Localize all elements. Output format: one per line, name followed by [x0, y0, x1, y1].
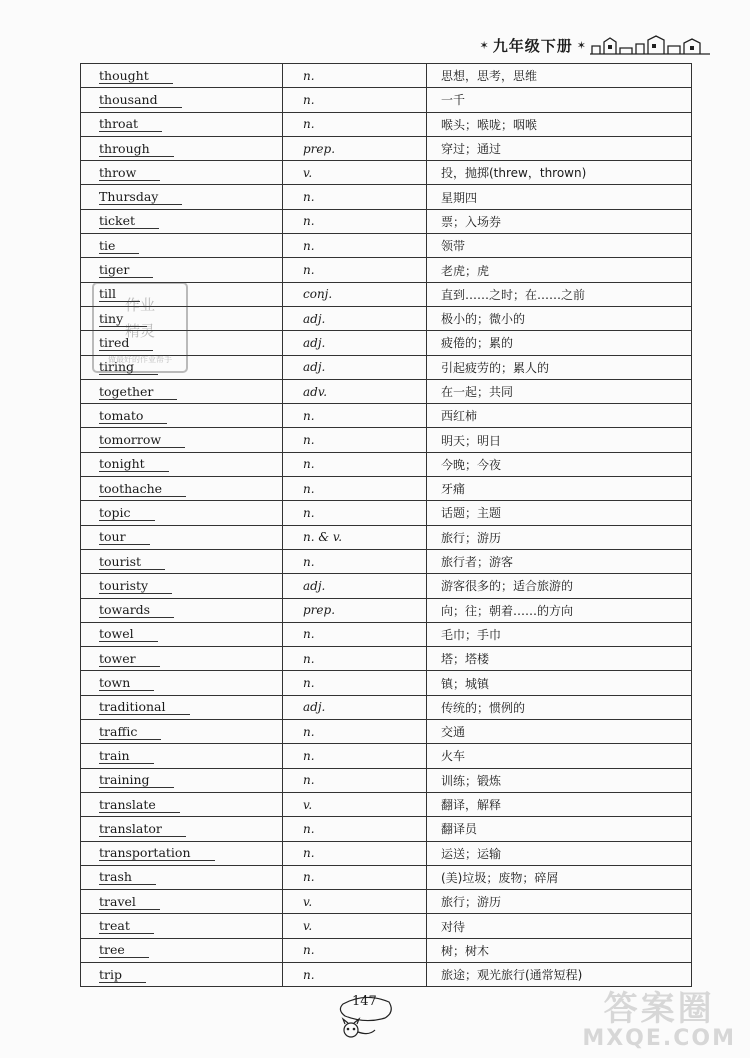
table-row [81, 549, 692, 573]
meaning-cell: 牙痛 [427, 477, 692, 501]
word-cell [81, 744, 283, 768]
meaning-cell: 旅行；游历 [427, 525, 692, 549]
part-of-speech-cell: n. [283, 938, 427, 962]
stamp-line-2: 精灵 [124, 322, 156, 340]
word-cell [81, 185, 283, 209]
word-text: topic [99, 505, 155, 521]
word-cell [81, 136, 283, 160]
watermark-line-2: MXQE.COM [582, 1026, 736, 1051]
meaning-cell: 镇；城镇 [427, 671, 692, 695]
word-cell [81, 817, 283, 841]
table-row [81, 136, 692, 160]
word-text: trip [99, 967, 146, 983]
word-text: thought [99, 68, 173, 84]
word-cell [81, 501, 283, 525]
meaning-cell: 疲倦的；累的 [427, 331, 692, 355]
word-cell [81, 841, 283, 865]
meaning-cell: 运送；运输 [427, 841, 692, 865]
table-row [81, 744, 692, 768]
meaning-cell: 旅行；游历 [427, 890, 692, 914]
word-text: tower [99, 651, 160, 667]
stamp-line-1: 作业 [124, 296, 156, 314]
word-text: tonight [99, 456, 169, 472]
word-text: ticket [99, 213, 159, 229]
part-of-speech-cell: n. [283, 817, 427, 841]
part-of-speech-cell: n. [283, 112, 427, 136]
word-text: travel [99, 894, 160, 910]
part-of-speech-cell: v. [283, 914, 427, 938]
part-of-speech-cell: adj. [283, 306, 427, 330]
word-text: traditional [99, 699, 190, 715]
table-row [81, 185, 692, 209]
word-text: tomato [99, 408, 167, 424]
meaning-cell: 星期四 [427, 185, 692, 209]
part-of-speech-cell: n. [283, 841, 427, 865]
word-cell [81, 647, 283, 671]
meaning-cell: 交通 [427, 720, 692, 744]
table-row [81, 792, 692, 816]
word-cell [81, 161, 283, 185]
part-of-speech-cell: n. [283, 744, 427, 768]
part-of-speech-cell: n. [283, 647, 427, 671]
part-of-speech-cell: adj. [283, 331, 427, 355]
part-of-speech-cell: n. & v. [283, 525, 427, 549]
part-of-speech-cell: prep. [283, 136, 427, 160]
meaning-cell: (美)垃圾；废物；碎屑 [427, 865, 692, 889]
part-of-speech-cell: adv. [283, 379, 427, 403]
part-of-speech-cell: n. [283, 768, 427, 792]
part-of-speech-cell: n. [283, 234, 427, 258]
meaning-cell: 明天；明日 [427, 428, 692, 452]
meaning-cell: 塔；塔楼 [427, 647, 692, 671]
word-text: traffic [99, 724, 161, 740]
word-cell [81, 525, 283, 549]
part-of-speech-cell: n. [283, 962, 427, 986]
vocabulary-table-body [81, 64, 692, 987]
part-of-speech-cell: v. [283, 792, 427, 816]
part-of-speech-cell: conj. [283, 282, 427, 306]
table-row [81, 501, 692, 525]
meaning-cell: 喉头；喉咙；咽喉 [427, 112, 692, 136]
word-cell [81, 792, 283, 816]
table-row [81, 234, 692, 258]
word-text: tie [99, 238, 139, 254]
word-text: tourist [99, 554, 165, 570]
word-cell [81, 671, 283, 695]
part-of-speech-cell: n. [283, 428, 427, 452]
word-text: Thursday [99, 189, 182, 205]
table-row [81, 525, 692, 549]
site-watermark [582, 989, 736, 1051]
table-row [81, 88, 692, 112]
meaning-cell: 极小的；微小的 [427, 306, 692, 330]
book-title: 九年级下册 [492, 36, 573, 55]
table-row [81, 622, 692, 646]
table-row [81, 452, 692, 476]
meaning-cell: 西红柿 [427, 404, 692, 428]
word-text: train [99, 748, 154, 764]
word-text: training [99, 772, 174, 788]
table-row [81, 817, 692, 841]
word-text: tiny [99, 311, 147, 327]
table-row [81, 598, 692, 622]
table-row [81, 671, 692, 695]
part-of-speech-cell: n. [283, 501, 427, 525]
word-text: through [99, 141, 174, 157]
part-of-speech-cell: n. [283, 865, 427, 889]
meaning-cell: 毛巾；手巾 [427, 622, 692, 646]
meaning-cell: 翻译员 [427, 817, 692, 841]
part-of-speech-cell: n. [283, 258, 427, 282]
page-header [480, 30, 710, 60]
meaning-cell: 今晚；今夜 [427, 452, 692, 476]
word-cell [81, 428, 283, 452]
table-row [81, 841, 692, 865]
table-row [81, 938, 692, 962]
meaning-cell: 树；树木 [427, 938, 692, 962]
word-cell [81, 962, 283, 986]
table-row [81, 962, 692, 986]
word-text: tomorrow [99, 432, 185, 448]
meaning-cell: 话题；主题 [427, 501, 692, 525]
word-text: town [99, 675, 154, 691]
star-icon: ✶ [576, 38, 586, 52]
word-cell [81, 234, 283, 258]
table-row [81, 428, 692, 452]
word-text: tired [99, 335, 153, 351]
table-row [81, 404, 692, 428]
part-of-speech-cell: adj. [283, 355, 427, 379]
word-cell [81, 112, 283, 136]
word-text: tree [99, 942, 149, 958]
table-row [81, 258, 692, 282]
word-cell [81, 452, 283, 476]
word-cell [81, 622, 283, 646]
table-row [81, 112, 692, 136]
table-row [81, 379, 692, 403]
part-of-speech-cell: prep. [283, 598, 427, 622]
word-cell [81, 88, 283, 112]
vocabulary-table [80, 63, 692, 987]
word-text: till [99, 286, 140, 302]
word-text: treat [99, 918, 154, 934]
table-row [81, 647, 692, 671]
word-text: towel [99, 626, 158, 642]
word-text: throw [99, 165, 160, 181]
homework-stamp [90, 280, 190, 375]
word-text: touristy [99, 578, 172, 594]
word-cell [81, 404, 283, 428]
meaning-cell: 翻译，解释 [427, 792, 692, 816]
part-of-speech-cell: n. [283, 477, 427, 501]
meaning-cell: 引起疲劳的；累人的 [427, 355, 692, 379]
town-decoration-icon [590, 34, 710, 56]
word-cell [81, 574, 283, 598]
meaning-cell: 票；入场券 [427, 209, 692, 233]
word-text: toothache [99, 481, 186, 497]
table-row [81, 161, 692, 185]
word-cell [81, 768, 283, 792]
meaning-cell: 穿过；通过 [427, 136, 692, 160]
word-cell [81, 865, 283, 889]
table-row [81, 574, 692, 598]
table-row [81, 865, 692, 889]
table-row [81, 695, 692, 719]
word-text: throat [99, 116, 162, 132]
meaning-cell: 训练；锻炼 [427, 768, 692, 792]
word-cell [81, 938, 283, 962]
part-of-speech-cell: n. [283, 185, 427, 209]
word-cell [81, 209, 283, 233]
meaning-cell: 传统的；惯例的 [427, 695, 692, 719]
part-of-speech-cell: n. [283, 88, 427, 112]
word-text: translate [99, 797, 180, 813]
part-of-speech-cell: n. [283, 209, 427, 233]
word-text: thousand [99, 92, 182, 108]
part-of-speech-cell: v. [283, 161, 427, 185]
table-row [81, 720, 692, 744]
word-cell [81, 695, 283, 719]
word-text: translator [99, 821, 186, 837]
star-icon: ✶ [479, 38, 489, 52]
word-text: tiger [99, 262, 153, 278]
table-row [81, 64, 692, 88]
meaning-cell: 对待 [427, 914, 692, 938]
word-cell [81, 477, 283, 501]
word-cell [81, 720, 283, 744]
meaning-cell: 领带 [427, 234, 692, 258]
word-text: trash [99, 869, 156, 885]
table-row [81, 768, 692, 792]
word-text: tour [99, 529, 150, 545]
part-of-speech-cell: adj. [283, 574, 427, 598]
word-cell [81, 64, 283, 88]
word-text: transportation [99, 845, 215, 861]
word-text: tiring [99, 359, 158, 375]
part-of-speech-cell: n. [283, 404, 427, 428]
part-of-speech-cell: n. [283, 549, 427, 573]
meaning-cell: 老虎；虎 [427, 258, 692, 282]
part-of-speech-cell: n. [283, 622, 427, 646]
meaning-cell: 一千 [427, 88, 692, 112]
word-text: towards [99, 602, 174, 618]
part-of-speech-cell: n. [283, 671, 427, 695]
page-number: 147 [352, 994, 377, 1009]
part-of-speech-cell: n. [283, 720, 427, 744]
meaning-cell: 旅行者；游客 [427, 549, 692, 573]
part-of-speech-cell: v. [283, 890, 427, 914]
table-row [81, 914, 692, 938]
meaning-cell: 投，抛掷(threw，thrown) [427, 161, 692, 185]
part-of-speech-cell: n. [283, 64, 427, 88]
stamp-line-3: 做最好的作业帮手 [108, 355, 172, 364]
meaning-cell: 思想，思考，思维 [427, 64, 692, 88]
word-cell [81, 379, 283, 403]
word-cell [81, 258, 283, 282]
word-cell [81, 914, 283, 938]
word-text: together [99, 384, 177, 400]
table-row [81, 209, 692, 233]
meaning-cell: 旅途；观光旅行(通常短程) [427, 962, 692, 986]
part-of-speech-cell: adj. [283, 695, 427, 719]
watermark-line-1: 答案圈 [603, 989, 715, 1029]
word-cell [81, 549, 283, 573]
meaning-cell: 在一起；共同 [427, 379, 692, 403]
word-cell [81, 598, 283, 622]
meaning-cell: 游客很多的；适合旅游的 [427, 574, 692, 598]
table-row [81, 890, 692, 914]
meaning-cell: 直到……之时；在……之前 [427, 282, 692, 306]
table-row [81, 477, 692, 501]
meaning-cell: 火车 [427, 744, 692, 768]
word-cell [81, 890, 283, 914]
meaning-cell: 向；往；朝着……的方向 [427, 598, 692, 622]
part-of-speech-cell: n. [283, 452, 427, 476]
